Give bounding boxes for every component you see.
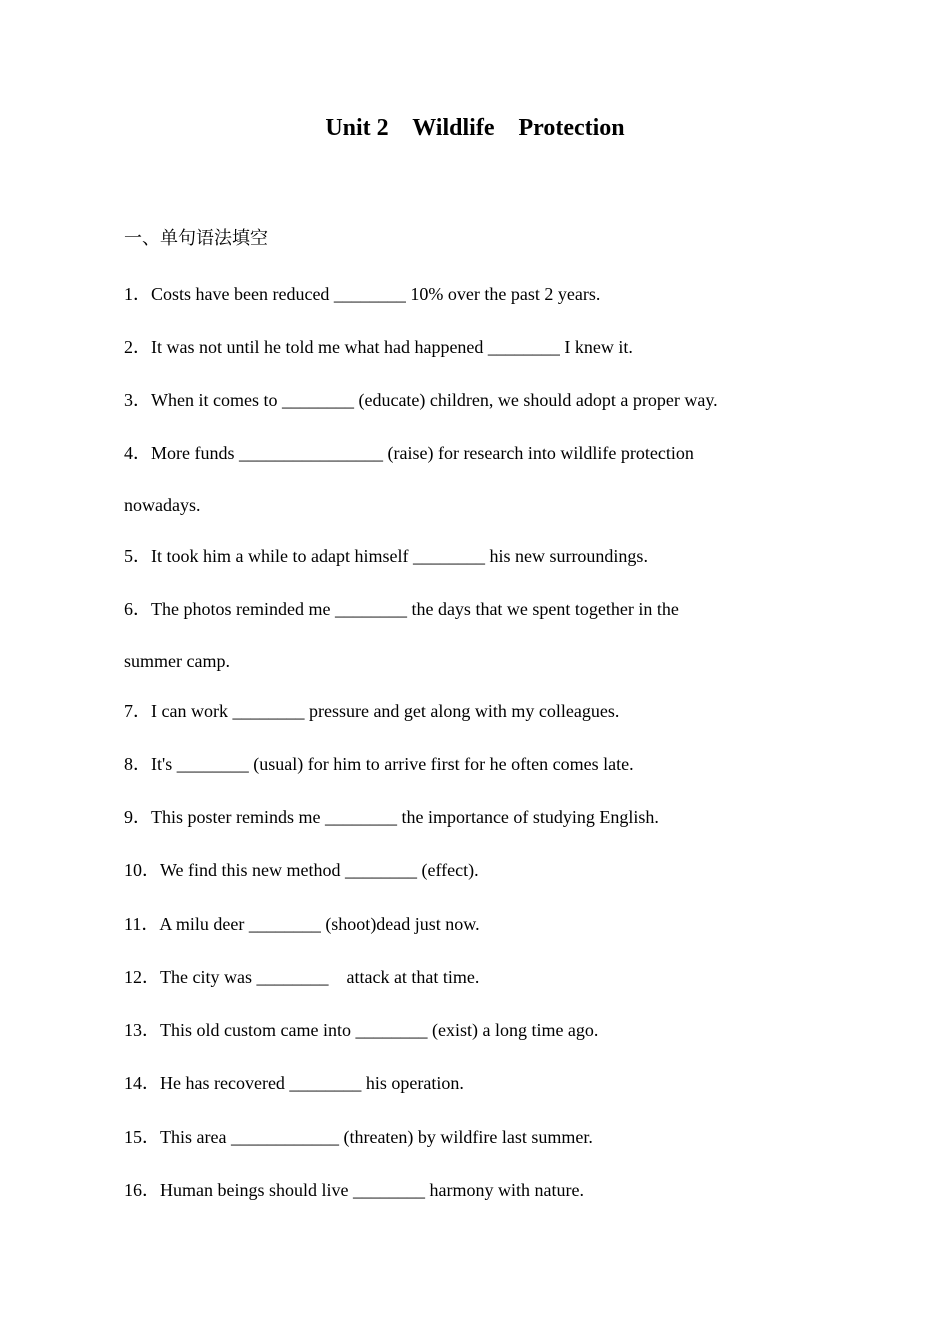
question-13: 13．This old custom came into ________ (exist) a long time ago. <box>124 1020 599 1040</box>
question-4: 4．More funds ________________ (raise) for research into wildlife protection <box>124 443 694 463</box>
question-1: 1．Costs have been reduced ________ 10% over the past 2 years. <box>124 284 601 304</box>
question-7: 7．I can work ________ pressure and get along with my colleagues. <box>124 701 620 721</box>
question-9: 9．This poster reminds me ________ the importance of studying English. <box>124 807 659 827</box>
question-2: 2．It was not until he told me what had happened ________ I knew it. <box>124 337 633 357</box>
question-3: 3．When it comes to ________ (educate) children, we should adopt a proper way. <box>124 390 718 410</box>
question-11: 11．A milu deer ________ (shoot)dead just now. <box>124 914 480 934</box>
page-title: Unit 2 Wildlife Protection <box>325 115 625 141</box>
question-5: 5．It took him a while to adapt himself ________ his new surroundings. <box>124 546 648 566</box>
question-8: 8．It's ________ (usual) for him to arrive first for he often comes late. <box>124 754 634 774</box>
question-12: 12．The city was ________ attack at that time. <box>124 967 480 987</box>
question-6: 6．The photos reminded me ________ the days that we spent together in the <box>124 599 679 619</box>
question-10: 10．We find this new method ________ (effect). <box>124 860 479 880</box>
question-4-continued: nowadays. <box>124 495 201 515</box>
question-16: 16．Human beings should live ________ harmony with nature. <box>124 1180 584 1200</box>
section-heading: 一、单句语法填空 <box>124 228 268 249</box>
question-14: 14．He has recovered ________ his operation. <box>124 1073 464 1093</box>
question-15: 15．This area ____________ (threaten) by wildfire last summer. <box>124 1127 593 1147</box>
question-6-continued: summer camp. <box>124 651 230 671</box>
